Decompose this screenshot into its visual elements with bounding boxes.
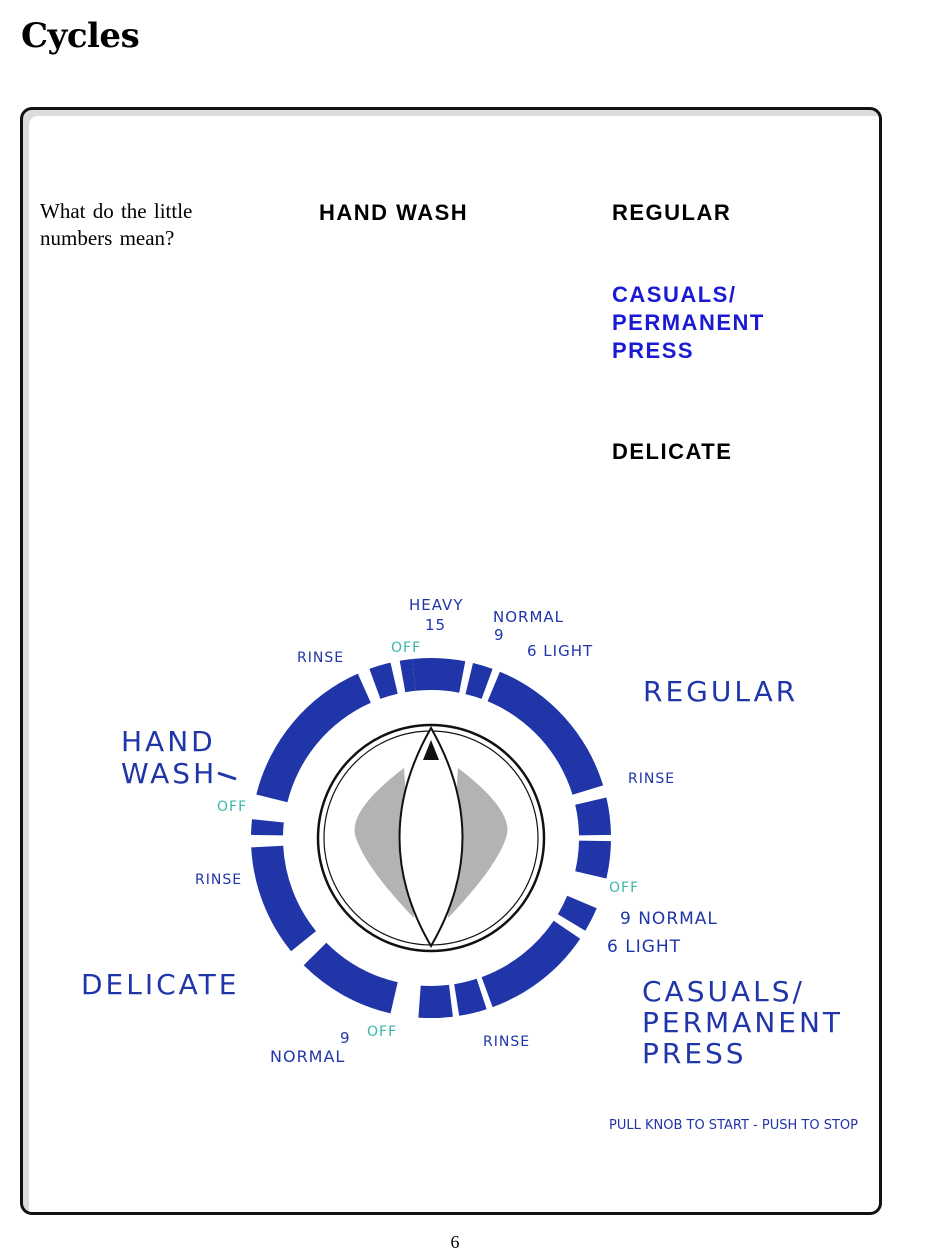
dial-label-hand: HAND xyxy=(121,725,216,758)
mark-normal-bottom: NORMAL xyxy=(270,1047,346,1066)
heading-regular: REGULAR xyxy=(612,200,732,225)
dial-label-delicate: DELICATE xyxy=(81,968,240,1001)
mark-normal-top: NORMAL xyxy=(493,608,565,626)
mark-nine-normal-right: 9 NORMAL xyxy=(620,909,718,929)
mark-heavy: HEAVY xyxy=(409,596,464,614)
heading-casuals-line-1: CASUALS/ xyxy=(612,282,737,307)
dial-knob[interactable] xyxy=(318,725,544,951)
dial-instruction: PULL KNOB TO START - PUSH TO STOP xyxy=(609,1118,858,1133)
dial-label-casuals-2: PERMANENT xyxy=(642,1006,844,1039)
mark-nine-bottom: 9 xyxy=(340,1029,350,1047)
mark-off-left: OFF xyxy=(217,799,248,815)
dial-segment-1 xyxy=(412,658,465,693)
dial-segment-2 xyxy=(466,663,493,699)
mark-nine-top: 9 xyxy=(494,626,504,644)
question-text: What do the little numbers mean? xyxy=(40,199,193,250)
heading-hand-wash: HAND WASH xyxy=(319,200,469,225)
dial-label-casuals-1: CASUALS/ xyxy=(642,975,805,1008)
mark-rinse-bottom: RINSE xyxy=(483,1034,531,1050)
dial-segment-11 xyxy=(251,846,316,952)
heading-casuals-line-2: PERMANENT xyxy=(612,310,765,335)
mark-rinse-top-left: RINSE xyxy=(297,650,345,666)
heading-casuals-line-3: PRESS xyxy=(612,338,695,363)
mark-off-right: OFF xyxy=(609,880,640,896)
dial-segment-12 xyxy=(251,819,284,835)
mark-off-top: OFF xyxy=(391,640,422,656)
dial-segment-8 xyxy=(454,979,486,1016)
mark-rinse-right: RINSE xyxy=(628,771,676,787)
dial-segment-4 xyxy=(575,798,611,836)
page-title: Cycles xyxy=(21,16,140,56)
dial-segment-7 xyxy=(482,921,581,1007)
dial-segment-14 xyxy=(369,663,397,699)
hand-wash-pointer-line xyxy=(218,773,236,779)
mark-off-bottom: OFF xyxy=(367,1024,398,1040)
mark-fifteen: 15 xyxy=(425,616,447,634)
heading-delicate: DELICATE xyxy=(612,439,733,464)
page-number: 6 xyxy=(450,1232,460,1252)
dial-segment-5 xyxy=(575,841,611,879)
dial-label-regular: REGULAR xyxy=(643,675,799,708)
dial-segment-6 xyxy=(558,896,597,931)
mark-six-light-right: 6 LIGHT xyxy=(607,937,682,957)
dial-label-casuals-3: PRESS xyxy=(642,1037,747,1070)
mark-rinse-left: RINSE xyxy=(195,872,243,888)
dial-label-wash: WASH xyxy=(121,757,218,790)
dial-segment-9 xyxy=(418,985,453,1018)
mark-six-light-top: 6 LIGHT xyxy=(527,642,594,660)
dial-segment-10 xyxy=(304,943,398,1014)
